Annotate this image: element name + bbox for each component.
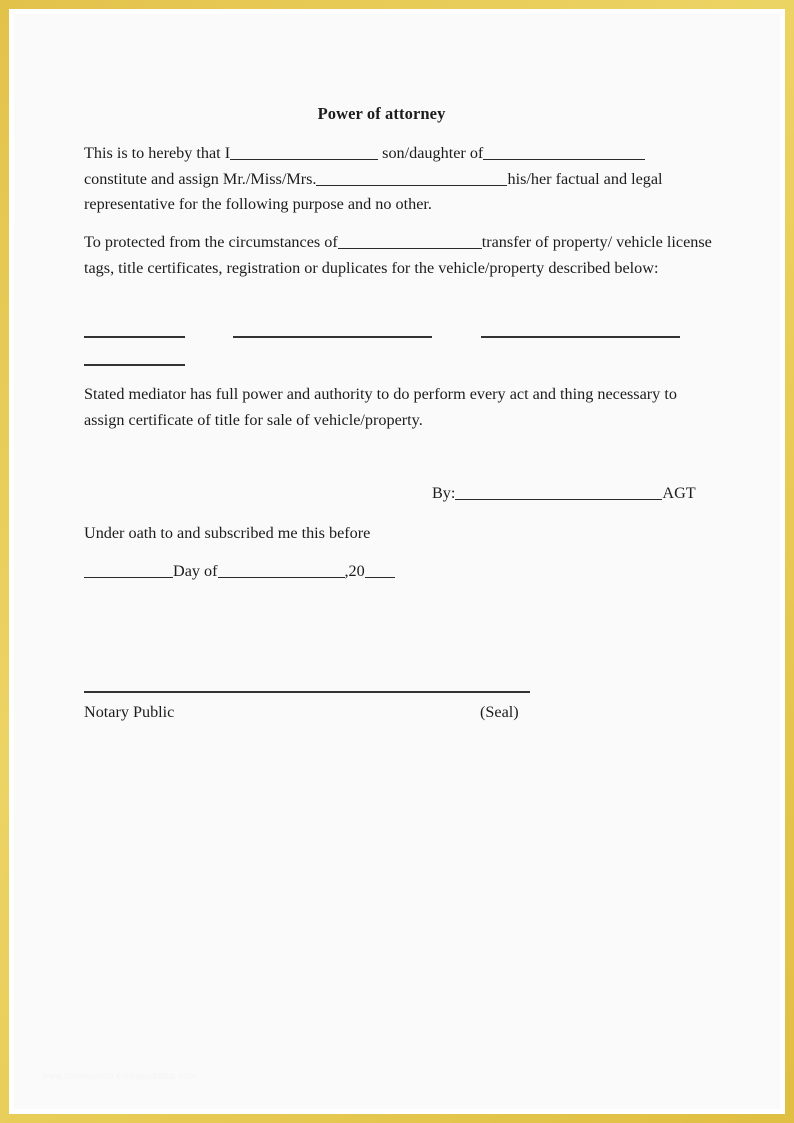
declaration-text-4: his/her [507, 169, 552, 188]
year-prefix-label: ,20 [344, 562, 365, 580]
seal-label: (Seal) [480, 703, 519, 721]
purpose-text-2: transfer of property/ vehicle license tags, title certificates, registration or duplicates for the vehicle/property described below: [84, 233, 712, 277]
year-blank-field[interactable] [365, 564, 395, 578]
name-blank-field[interactable] [230, 146, 378, 160]
notary-public-label: Notary Public [84, 703, 175, 721]
day-blank-field[interactable] [84, 564, 173, 578]
property-description-blank-4[interactable] [84, 364, 185, 366]
declaration-text-1: This is to hereby that I [84, 144, 231, 162]
agent-name-blank-field[interactable] [316, 172, 507, 186]
declaration-text-2: son/daughter of [382, 144, 484, 162]
purpose-text-1: To protected from the circumstances of [84, 233, 338, 251]
by-label: By: [432, 484, 456, 502]
parent-name-blank-field[interactable] [483, 146, 593, 160]
watermark-text: www.thetemplate.collegesdigital.com [42, 1071, 197, 1081]
declaration-text-5: factual and legal representative for the following purpose and no other. [84, 169, 663, 213]
circumstances-blank-field[interactable] [338, 235, 482, 249]
paragraph-declaration [84, 141, 712, 218]
parent-name-blank-field-cont[interactable] [593, 146, 645, 160]
oath-date-line [84, 562, 395, 581]
signature-by-line [432, 484, 696, 503]
agent-signature-blank-field[interactable] [455, 486, 662, 500]
declaration-text-3: constitute and assign Mr./Miss/Mrs. [84, 169, 317, 188]
month-blank-field[interactable] [218, 564, 345, 578]
notary-signature-rule[interactable] [84, 691, 530, 693]
oath-statement: Under oath to and subscribed me this before [84, 524, 371, 542]
paragraph-authority: Stated mediator has full power and authority to do perform every act and thing necessary to assign certificate of title for sale of vehicle/property. [84, 385, 677, 429]
page-title: Power of attorney [317, 104, 446, 123]
property-description-blank-3[interactable] [481, 336, 680, 338]
property-description-blank-2[interactable] [233, 336, 432, 338]
paragraph-purpose [84, 230, 712, 281]
day-of-label: Day of [173, 562, 218, 580]
property-description-blank-1[interactable] [84, 336, 185, 338]
document-sheet [14, 14, 780, 1109]
agt-label: AGT [662, 484, 696, 502]
